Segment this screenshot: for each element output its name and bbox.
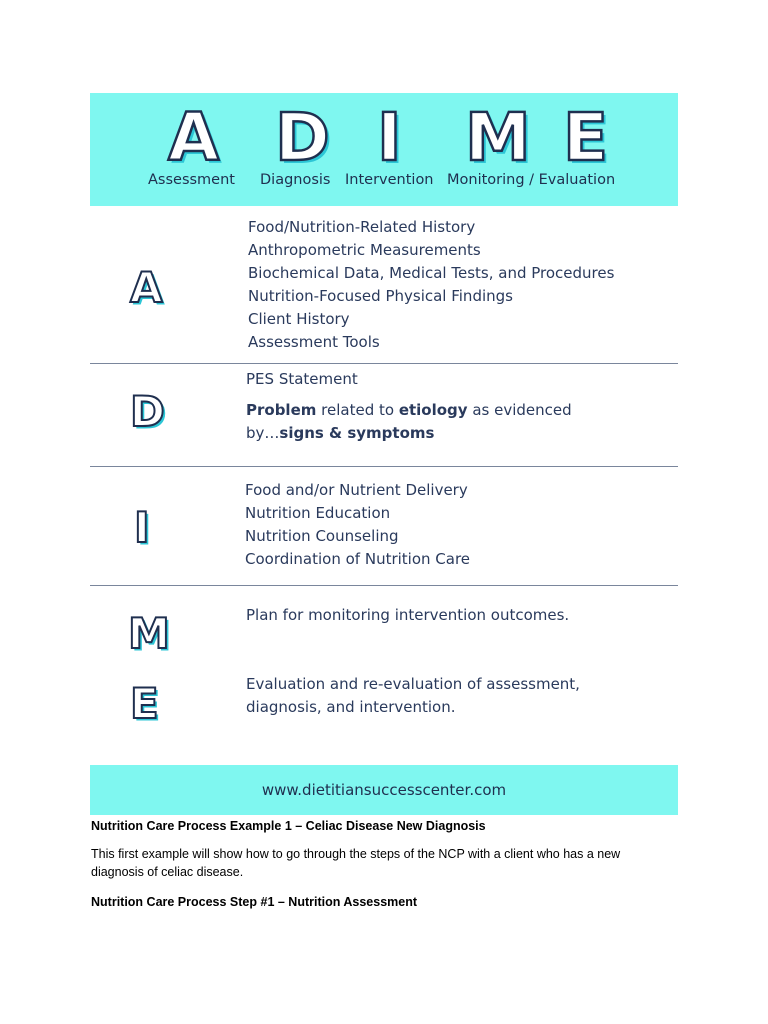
section-letter-d: D	[130, 387, 165, 436]
pes-problem: Problem	[246, 401, 317, 419]
website-url: www.dietitiansuccesscenter.com	[261, 781, 507, 799]
intervention-item: Nutrition Counseling	[245, 527, 399, 545]
assessment-item: Client History	[248, 310, 350, 328]
intervention-item: Nutrition Education	[245, 504, 391, 522]
label-diagnosis: Diagnosis	[260, 172, 331, 188]
assessment-item: Assessment Tools	[248, 333, 380, 351]
intervention-item: Coordination of Nutrition Care	[245, 550, 471, 568]
monitoring-text: Plan for monitoring intervention outcomes.	[246, 606, 570, 624]
section-letter-e: E	[130, 679, 159, 728]
section-diagnosis	[90, 364, 678, 466]
label-intervention: Intervention	[345, 172, 434, 188]
letter-a: A	[168, 99, 220, 176]
adime-header	[90, 93, 678, 206]
letter-i: I	[377, 99, 402, 176]
section-letter-i: I	[134, 503, 150, 552]
evaluation-text-line-1: Evaluation and re-evaluation of assessment,	[246, 675, 580, 693]
assessment-item: Biochemical Data, Medical Tests, and Procedures	[248, 264, 615, 282]
label-assessment: Assessment	[148, 172, 235, 188]
pes-etiology: etiology	[398, 401, 468, 419]
letter-d: D	[275, 99, 330, 176]
section-letter-a: A	[130, 263, 163, 312]
example-paragraph-line-1: This first example will show how to go through the steps of the NCP with a client who has a new	[91, 847, 621, 861]
section-intervention	[90, 467, 678, 585]
adime-footer	[90, 765, 678, 815]
adime-infographic	[90, 93, 678, 815]
letter-e: E	[563, 99, 609, 176]
pes-as-evidenced: as evidenced	[467, 401, 572, 419]
intervention-item: Food and/or Nutrient Delivery	[245, 481, 468, 499]
assessment-item: Food/Nutrition-Related History	[248, 218, 476, 236]
step-heading: Nutrition Care Process Step #1 – Nutrition Assessment	[91, 895, 418, 909]
assessment-item: Anthropometric Measurements	[248, 241, 481, 259]
evaluation-text-line-2: diagnosis, and intervention.	[246, 698, 456, 716]
pes-related-to: related to	[316, 401, 399, 419]
example-paragraph-line-2: diagnosis of celiac disease.	[91, 865, 244, 879]
section-assessment	[90, 206, 678, 363]
section-monitoring-evaluation	[90, 586, 678, 765]
example-heading: Nutrition Care Process Example 1 – Celiac Disease New Diagnosis	[91, 819, 486, 833]
pes-by: by…	[246, 424, 280, 442]
pes-line-2	[246, 423, 434, 443]
pes-statement-title: PES Statement	[246, 370, 358, 388]
pes-signs-symptoms: signs & symptoms	[279, 424, 435, 442]
assessment-item: Nutrition-Focused Physical Findings	[248, 287, 513, 305]
label-monitoring-evaluation: Monitoring / Evaluation	[447, 172, 616, 188]
pes-line-1	[246, 400, 572, 420]
letter-m: M	[465, 99, 531, 176]
section-letter-m: M	[128, 609, 170, 658]
